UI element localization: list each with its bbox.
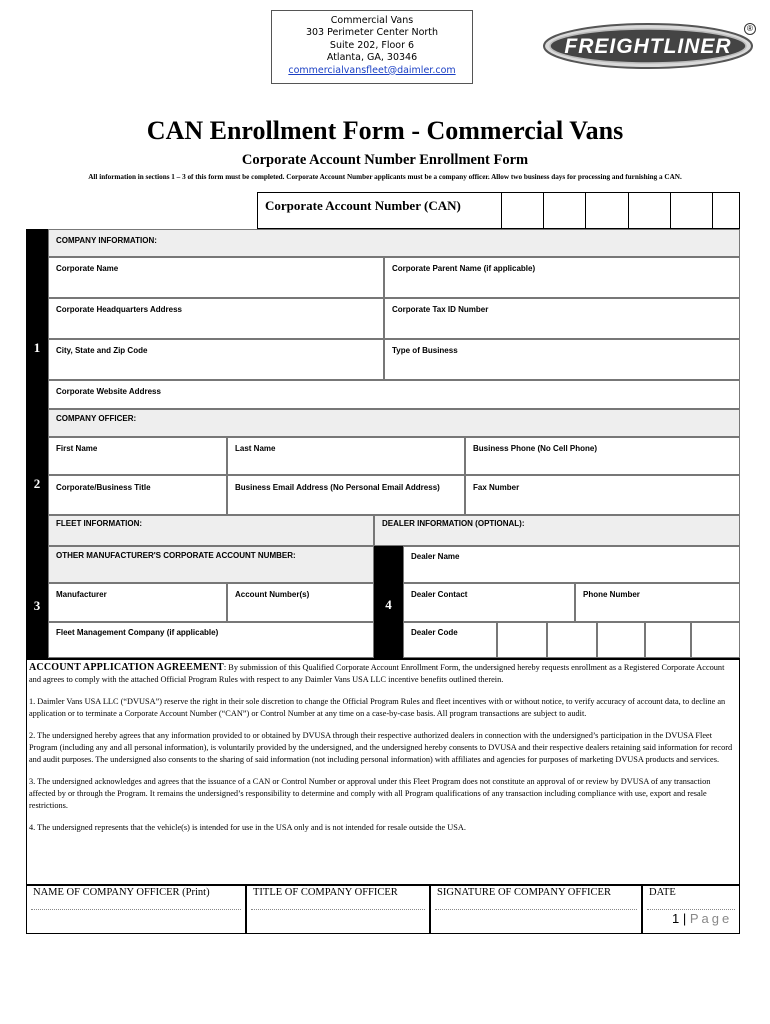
signature-line [31, 909, 241, 910]
tax-id-label: Corporate Tax ID Number [392, 305, 489, 314]
dealer-code-label: Dealer Code [411, 628, 458, 637]
officer-title-field[interactable] [246, 884, 430, 934]
dealer-name-label: Dealer Name [411, 552, 460, 561]
hq-address-field[interactable] [48, 298, 384, 339]
phone-number-label: Phone Number [583, 590, 640, 599]
business-email-label: Business Email Address (No Personal Email Address) [235, 483, 440, 492]
last-name-label: Last Name [235, 444, 276, 453]
signature-line [435, 909, 637, 910]
fleet-information-header: FLEET INFORMATION: [48, 515, 374, 546]
dealer-information-header: DEALER INFORMATION (OPTIONAL): [374, 515, 740, 546]
section-3-number: 3 [33, 598, 41, 613]
dealer-code-box[interactable] [691, 622, 740, 658]
dealer-code-box[interactable] [547, 622, 597, 658]
agreement-heading: ACCOUNT APPLICATION AGREEMENT [29, 662, 224, 673]
address-line-1: 303 Perimeter Center North [305, 27, 439, 39]
dealer-code-field [403, 622, 497, 658]
section-2-number: 2 [33, 476, 41, 491]
agreement-clause-4: 4. The undersigned represents that the vehicle(s) is intended for use in the USA only and is not intended for resale outside the USA. [29, 823, 466, 832]
type-of-business-label: Type of Business [392, 346, 458, 355]
agreement-clause-2: 2. The undersigned hereby agrees that any information provided to or obtained by DVUSA through their respective authorized dealers in connection with the undersigned’s participation in the DVUSA Fleet Program (including any and all personal information), is voluntarily provided by the undersigned, and the undersigned hereby consents to DVUSA and their respective dealers retaining said information for record and audit purposes. The undersigned also consents to the sharing of said information (not including personal information) with affiliates and agencies for purposes of marketing DVUSA products and services. [29, 731, 733, 764]
officer-signature-field[interactable] [430, 884, 642, 934]
dealer-contact-label: Dealer Contact [411, 590, 468, 599]
first-name-label: First Name [56, 444, 98, 453]
corporate-name-label: Corporate Name [56, 264, 119, 273]
hq-address-label: Corporate Headquarters Address [56, 305, 182, 314]
officer-signature-label: SIGNATURE OF COMPANY OFFICER [437, 887, 611, 898]
fleet-management-field[interactable] [48, 622, 374, 658]
fax-number-field[interactable] [465, 475, 740, 515]
signature-line [647, 909, 735, 910]
section-2-bar [26, 409, 48, 515]
website-field[interactable] [48, 380, 740, 409]
form-instructions: All information in sections 1 – 3 of this form must be completed. Corporate Account Number applicants must be a company officer. Allow two business days for processing and furnishing a CAN. [88, 173, 682, 181]
page-label: Page [689, 911, 733, 926]
section-4-number: 4 [385, 597, 392, 612]
corporate-parent-label: Corporate Parent Name (if applicable) [392, 264, 536, 273]
corporate-parent-field[interactable] [384, 257, 740, 298]
other-manufacturer-header: OTHER MANUFACTURER'S CORPORATE ACCOUNT NUMBER: [48, 546, 374, 583]
can-digit-box[interactable] [671, 192, 713, 229]
agreement-intro [29, 662, 735, 686]
can-digit-box[interactable] [586, 192, 629, 229]
dealer-code-box[interactable] [497, 622, 547, 658]
company-name: Commercial Vans [330, 15, 414, 26]
tax-id-field[interactable] [384, 298, 740, 339]
section-1-number: 1 [33, 340, 41, 355]
officer-name-label: NAME OF COMPANY OFFICER (Print) [33, 887, 210, 898]
type-of-business-field[interactable] [384, 339, 740, 380]
can-label: Corporate Account Number (CAN) [257, 192, 502, 229]
manufacturer-label: Manufacturer [56, 590, 107, 599]
phone-number-field[interactable] [575, 583, 740, 622]
email-link[interactable]: commercialvansfleet@daimler.com [288, 64, 456, 76]
business-title-label: Corporate/Business Title [56, 483, 151, 492]
page-number-separator: | [682, 911, 687, 926]
corporate-name-field[interactable] [48, 257, 384, 298]
company-officer-header: COMPANY OFFICER: [48, 409, 740, 437]
account-numbers-label: Account Number(s) [235, 590, 310, 599]
section-4-bar [374, 546, 403, 658]
date-label: DATE [649, 887, 676, 898]
city-state-zip-label: City, State and Zip Code [56, 346, 148, 355]
website-label: Corporate Website Address [56, 387, 161, 396]
signature-line [251, 909, 425, 910]
dealer-code-box[interactable] [597, 622, 645, 658]
first-name-field[interactable] [48, 437, 227, 475]
officer-name-field[interactable] [26, 884, 246, 934]
address-box [271, 10, 473, 84]
can-digit-box[interactable] [713, 192, 740, 229]
address-line-2: Suite 202, Floor 6 [329, 39, 415, 51]
account-numbers-field[interactable] [227, 583, 374, 622]
city-state-zip-field[interactable] [48, 339, 384, 380]
section-1-bar [26, 229, 48, 409]
fax-number-label: Fax Number [473, 483, 520, 492]
can-digit-box[interactable] [629, 192, 671, 229]
company-information-header: COMPANY INFORMATION: [48, 229, 740, 257]
manufacturer-field[interactable] [48, 583, 227, 622]
address-line-3: Atlanta, GA, 30346 [326, 52, 418, 64]
business-title-field[interactable] [48, 475, 227, 515]
freightliner-logo [542, 22, 754, 70]
dealer-code-box[interactable] [645, 622, 691, 658]
section-3-bar [26, 515, 48, 658]
can-digit-box[interactable] [502, 192, 544, 229]
page-number [672, 911, 732, 926]
agreement-clause-1: 1. Daimler Vans USA LLC (“DVUSA”) reserve the right in their sole discretion to change the Official Program Rules and fleet incentives with or without notice, to verify accuracy of account data, to decline an application or to terminate a Corporate Account Number (“CAN”) or Control Number at any time on a case-by-case basis. All program transactions are subject to audit. [29, 697, 726, 718]
dealer-contact-field[interactable] [403, 583, 575, 622]
registered-mark: ® [744, 23, 756, 35]
account-application-agreement [26, 658, 740, 886]
form-subtitle: Corporate Account Number Enrollment Form [241, 152, 529, 168]
dealer-name-field[interactable] [403, 546, 740, 583]
agreement-intro-text: : By submission of this Qualified Corporate Account Enrollment Form, the undersigned hereby requests enrollment as a Registered Corporate Account and agrees to comply with the attached Official Program Rules with respect to any Daimler Vans USA LLC incentive benefits outlined therein. [29, 663, 725, 684]
date-field[interactable] [642, 884, 740, 934]
business-phone-field[interactable] [465, 437, 740, 475]
page-number-value: 1 [672, 911, 680, 926]
fleet-management-label: Fleet Management Company (if applicable) [56, 628, 219, 637]
agreement-clause-3: 3. The undersigned acknowledges and agrees that the issuance of a CAN or Control Number or approval under this Fleet Program does not constitute an approval of or review by DVUSA of any transaction affected by or through the Program. It remains the undersigned’s responsibility to determine and comply with all Program qualifications of any transaction including compliance with use, export and resale restrictions. [29, 777, 711, 810]
business-email-field[interactable] [227, 475, 465, 515]
can-digit-box[interactable] [544, 192, 586, 229]
form-title: CAN Enrollment Form - Commercial Vans [146, 116, 624, 145]
officer-title-label: TITLE OF COMPANY OFFICER [253, 887, 398, 898]
logo-text: FREIGHTLINER [564, 35, 732, 58]
business-phone-label: Business Phone (No Cell Phone) [473, 444, 598, 453]
last-name-field[interactable] [227, 437, 465, 475]
